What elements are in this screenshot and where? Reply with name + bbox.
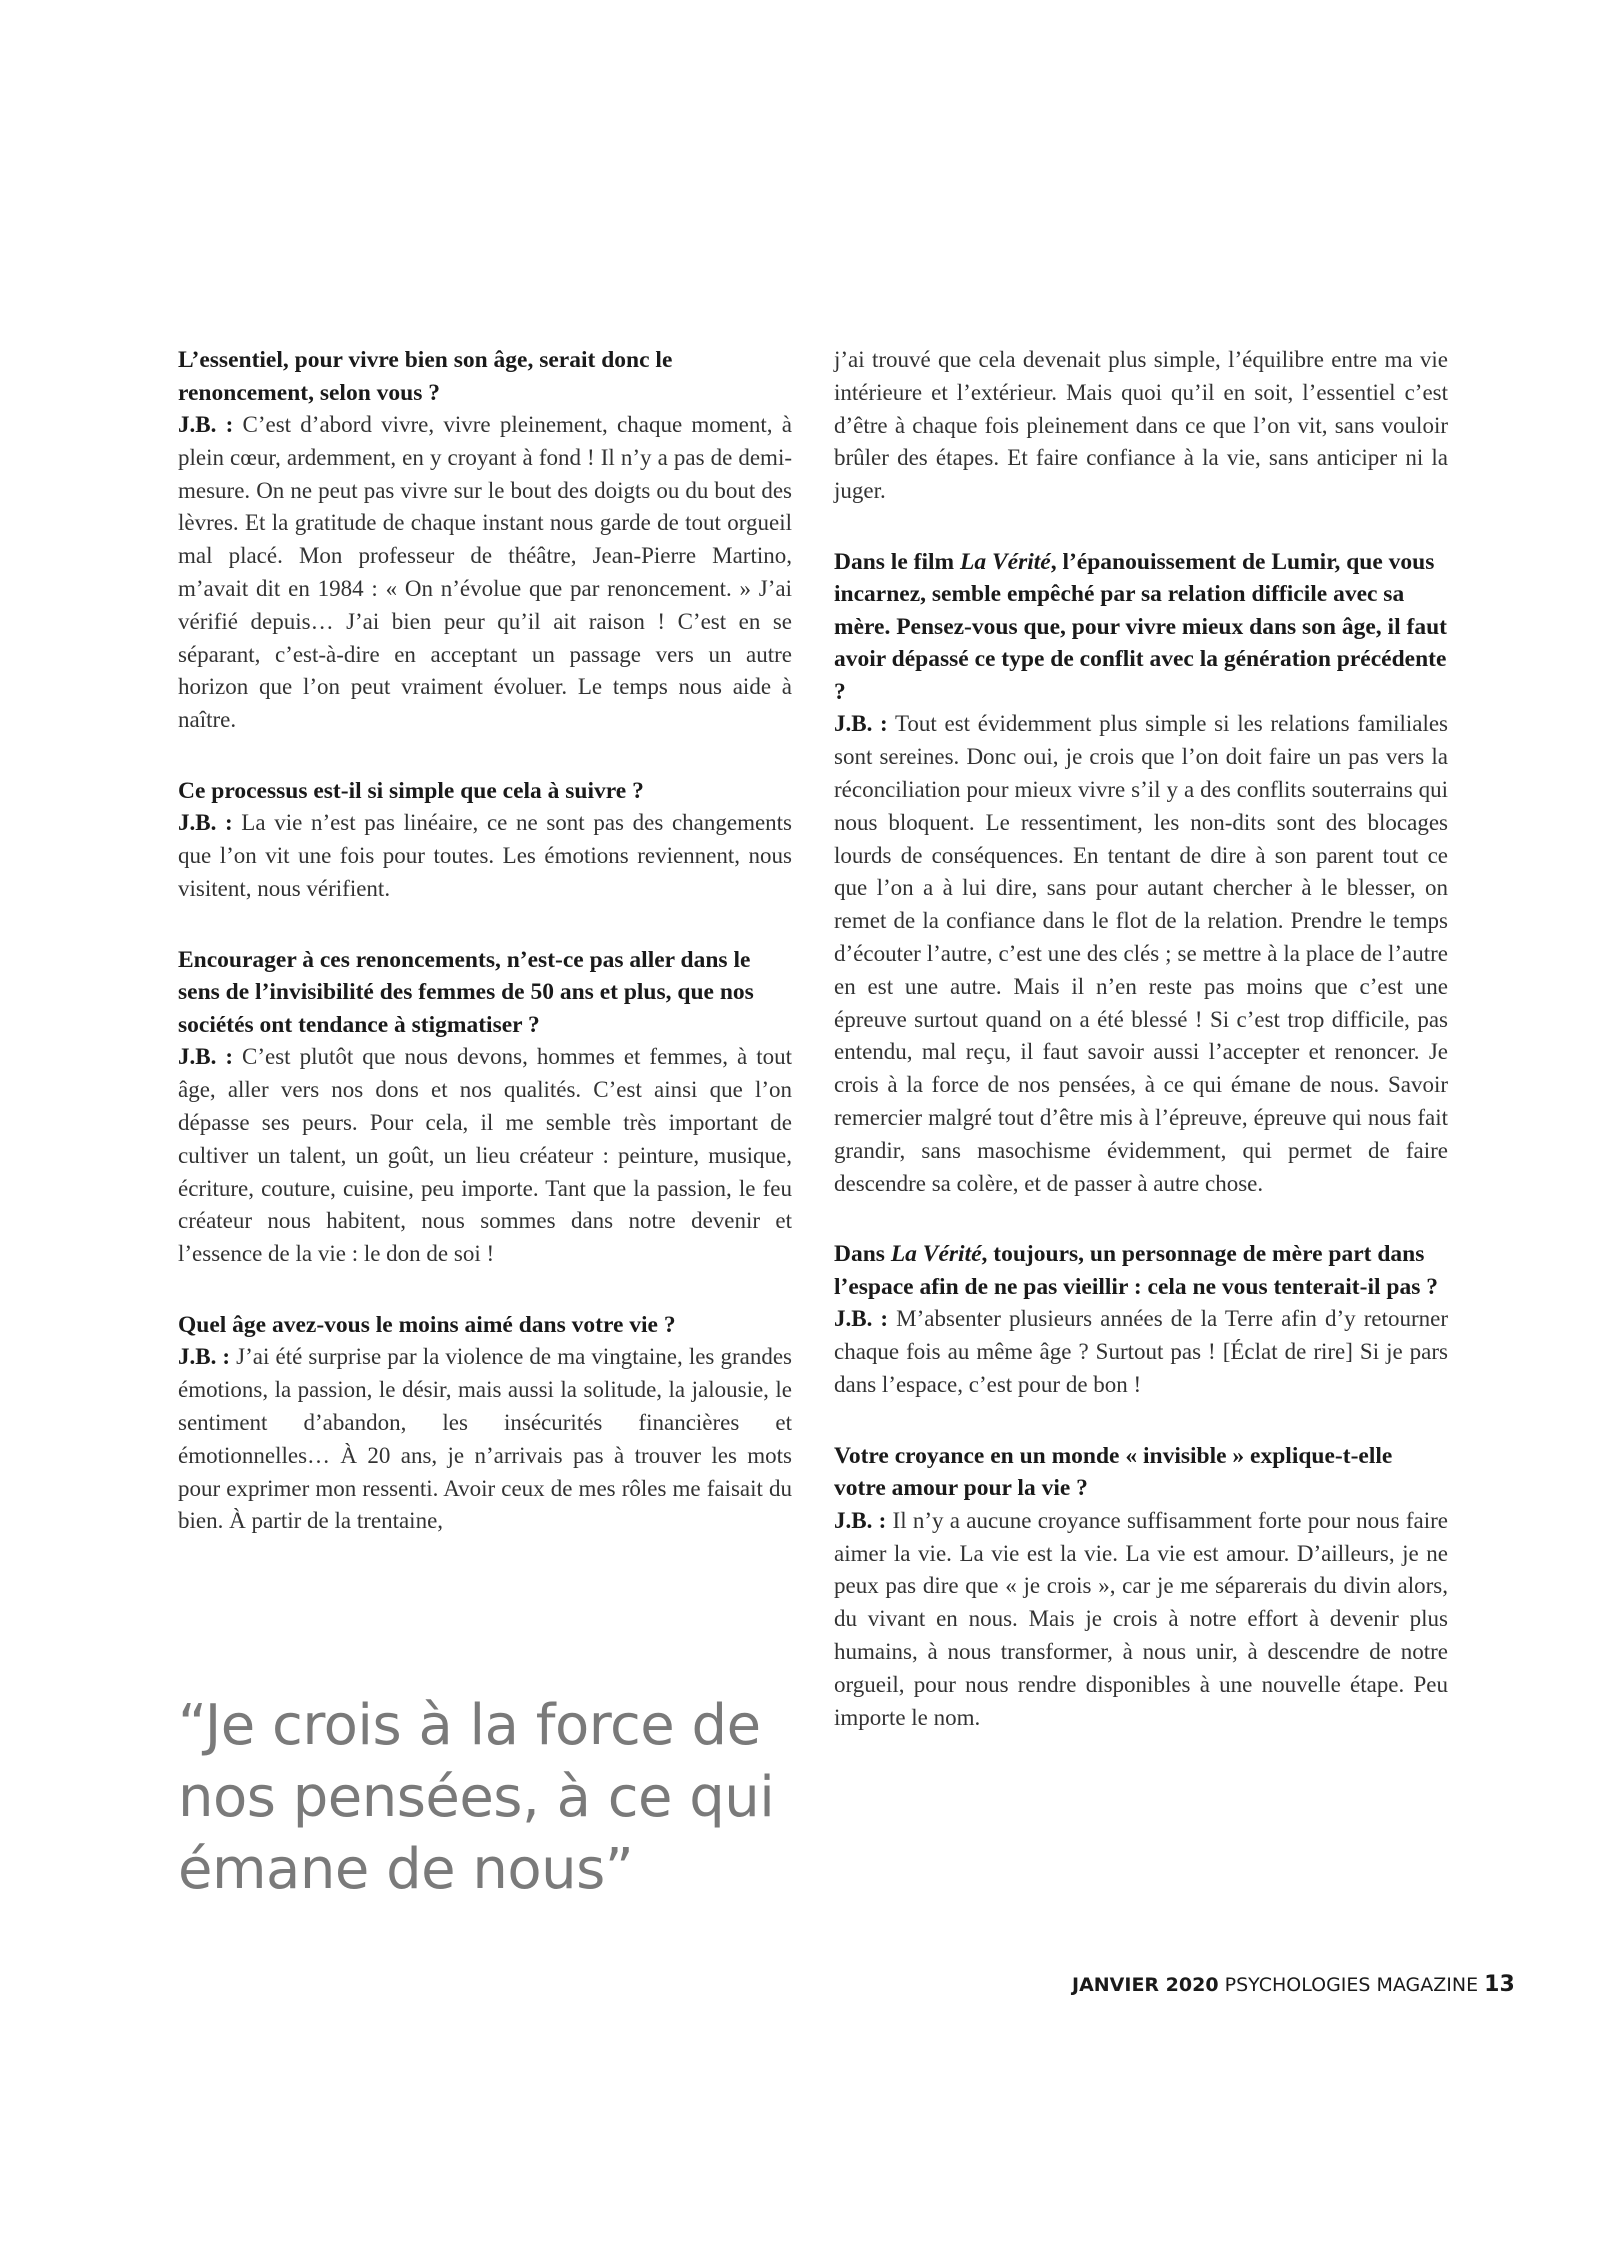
question: Ce processus est-il si simple que cela à suivre ? [178, 777, 644, 804]
question-text: , l’épanouissement de Lumir, que vous incarnez, semble empêché par sa relation difficile avec sa mère. Pensez-vous que, pour vivre mieux dans son âge, il faut avoir dépassé ce type de conflit avec la génération précédente ? [834, 548, 1447, 705]
answer-text: C’est d’abord vivre, vivre pleinement, chaque moment, à plein cœur, ardemment, en y croyant à fond ! Il n’y a pas de demi-mesure. On ne peut pas vivre sur le bout des doigts ou du bout des lèvres. Et la gratitude de chaque instant nous garde de tout orgueil mal placé. Mon professeur de théâtre, Jean-Pierre Martino, m’avait dit en 1984 : « On n’évolue que par renoncement. » J’ai vérifié depuis… J’ai bien peur qu’il ait raison ! C’est en se séparant, c’est-à-dire en acceptant un passage vers un autre horizon que l’on peut vraiment évoluer. Le temps nous aide à naître. [178, 412, 792, 733]
answer-continuation-block [834, 344, 1448, 508]
question-text: Dans le film [834, 548, 960, 575]
qa-block [178, 1309, 792, 1538]
answer-continuation: j’ai trouvé que cela devenait plus simple, l’équilibre entre ma vie intérieure et l’extérieur. Mais quoi qu’il en soit, l’essentiel c’est d’être à chaque fois pleinement dans ce que l’on vit, sans vouloir brûler des étapes. Et faire confiance à la vie, sans anticiper ni la juger. [834, 347, 1448, 504]
pull-quote: “Je crois à la force de nos pensées, à ce qui émane de nous” [178, 1693, 775, 1902]
answer [178, 1041, 792, 1271]
qa-block [178, 944, 792, 1271]
answer [834, 1505, 1448, 1735]
speaker-initials: J.B. : [834, 1306, 889, 1332]
qa-block [178, 775, 792, 906]
qa-block [178, 344, 792, 737]
question [834, 546, 1448, 709]
answer-text: Il n’y a aucune croyance suffisamment forte pour nous faire aimer la vie. La vie est la vie. La vie est amour. D’ailleurs, je ne peux pas dire que « je crois », car je me séparerais du divin alors, du vivant en nous. Mais je crois à notre effort à devenir plus humains, à nous transformer, à nous unir, à descendre de notre orgueil, pour nous rendre disponibles à une nouvelle étape. Peu importe le nom. [834, 1507, 1448, 1730]
speaker-initials: J.B. : [834, 1507, 887, 1533]
film-title: La Vérité [959, 548, 1051, 575]
question: Encourager à ces renoncements, n’est-ce pas aller dans le sens de l’invisibilité des femmes de 50 ans et plus, que nos sociétés ont tendance à stigmatiser ? [178, 946, 754, 1038]
answer [178, 409, 792, 737]
answer [834, 708, 1448, 1200]
speaker-initials: J.B. : [178, 412, 234, 437]
speaker-initials: J.B. : [178, 1344, 231, 1370]
qa-block [834, 1440, 1448, 1735]
answer-text: Tout est évidemment plus simple si les relations familiales sont sereines. Donc oui, je crois que l’on doit faire un pas vers la réconciliation pour mieux vivre s’il y a des conflits souterrains qui nous bloquent. Le ressentiment, les non-dits sont des blocages lourds de conséquences. En tentant de dire à son parent tout ce que l’on a à lui dire, sans pour autant chercher à le blesser, on remet de la confiance dans le flot de la relation. Prendre le temps d’écouter l’autre, c’est une des clés ; se mettre à la place de l’autre en est une autre. Mais il n’en reste pas moins que c’est une épreuve surtout quand on a été blessé ! Si c’est trop difficile, pas entendu, mal reçu, il faut savoir aussi l’accepter et renoncer. Je crois à la force de nos pensées, à ce qui émane de nous. Savoir remercier malgré tout d’être mis à l’épreuve, épreuve qui nous fait grandir, sans masochisme évidemment, qui permet de faire descendre sa colère, et de passer à autre chose. [834, 711, 1449, 1196]
answer [834, 1303, 1448, 1401]
qa-block [834, 546, 1448, 1200]
answer [178, 807, 792, 905]
question-text: Dans [834, 1241, 891, 1268]
question: L’essentiel, pour vivre bien son âge, serait donc le renoncement, selon vous ? [178, 347, 673, 406]
question [834, 1238, 1448, 1303]
answer-text: J’ai été surprise par la violence de ma vingtaine, les grandes émotions, la passion, le désir, mais aussi la solitude, la jalousie, le sentiment d’abandon, les insécurités financières et émotionnelles… À 20 ans, je n’arrivais pas à trouver les mots pour exprimer mon ressenti. Avoir ceux de mes rôles me faisait du bien. À partir de la trentaine, [178, 1344, 792, 1534]
page-footer [1072, 1972, 1515, 1997]
answer-text: C’est plutôt que nous devons, hommes et femmes, à tout âge, aller vers nos dons et nos qualités. C’est ainsi que l’on dépasse ses peurs. Pour cela, il me semble très important de cultiver un talent, un goût, un lieu créateur : peinture, musique, écriture, couture, cuisine, peu importe. Tant que la passion, le feu créateur nous habitent, nous sommes dans notre devenir et l’essence de la vie : le don de soi ! [178, 1044, 793, 1267]
film-title: La Vérité [890, 1241, 982, 1268]
magazine-name: PSYCHOLOGIES MAGAZINE [1224, 1974, 1479, 1996]
question: Quel âge avez-vous le moins aimé dans votre vie ? [178, 1311, 676, 1338]
speaker-initials: J.B. : [178, 810, 233, 836]
answer-text: M’absenter plusieurs années de la Terre afin d’y retourner chaque fois au même âge ? Surtout pas ! [Éclat de rire] Si je pars dans l’espace, c’est pour de bon ! [834, 1306, 1448, 1398]
qa-block [834, 1238, 1448, 1401]
issue-date: JANVIER 2020 [1072, 1974, 1219, 1996]
left-column [178, 344, 792, 1576]
page-number: 13 [1484, 1972, 1515, 1997]
speaker-initials: J.B. : [834, 711, 888, 737]
speaker-initials: J.B. : [178, 1044, 234, 1070]
question: Votre croyance en un monde « invisible » explique-t-elle votre amour pour la vie ? [834, 1442, 1393, 1502]
answer [178, 1341, 792, 1538]
question-text: , toujours, un personnage de mère part dans l’espace afin de ne pas vieillir : cela ne vous tenterait-il pas ? [834, 1241, 1438, 1300]
answer-text: La vie n’est pas linéaire, ce ne sont pas des changements que l’on vit une fois pour toutes. Les émotions reviennent, nous visitent, nous vérifient. [178, 810, 793, 902]
right-column [834, 344, 1448, 1772]
